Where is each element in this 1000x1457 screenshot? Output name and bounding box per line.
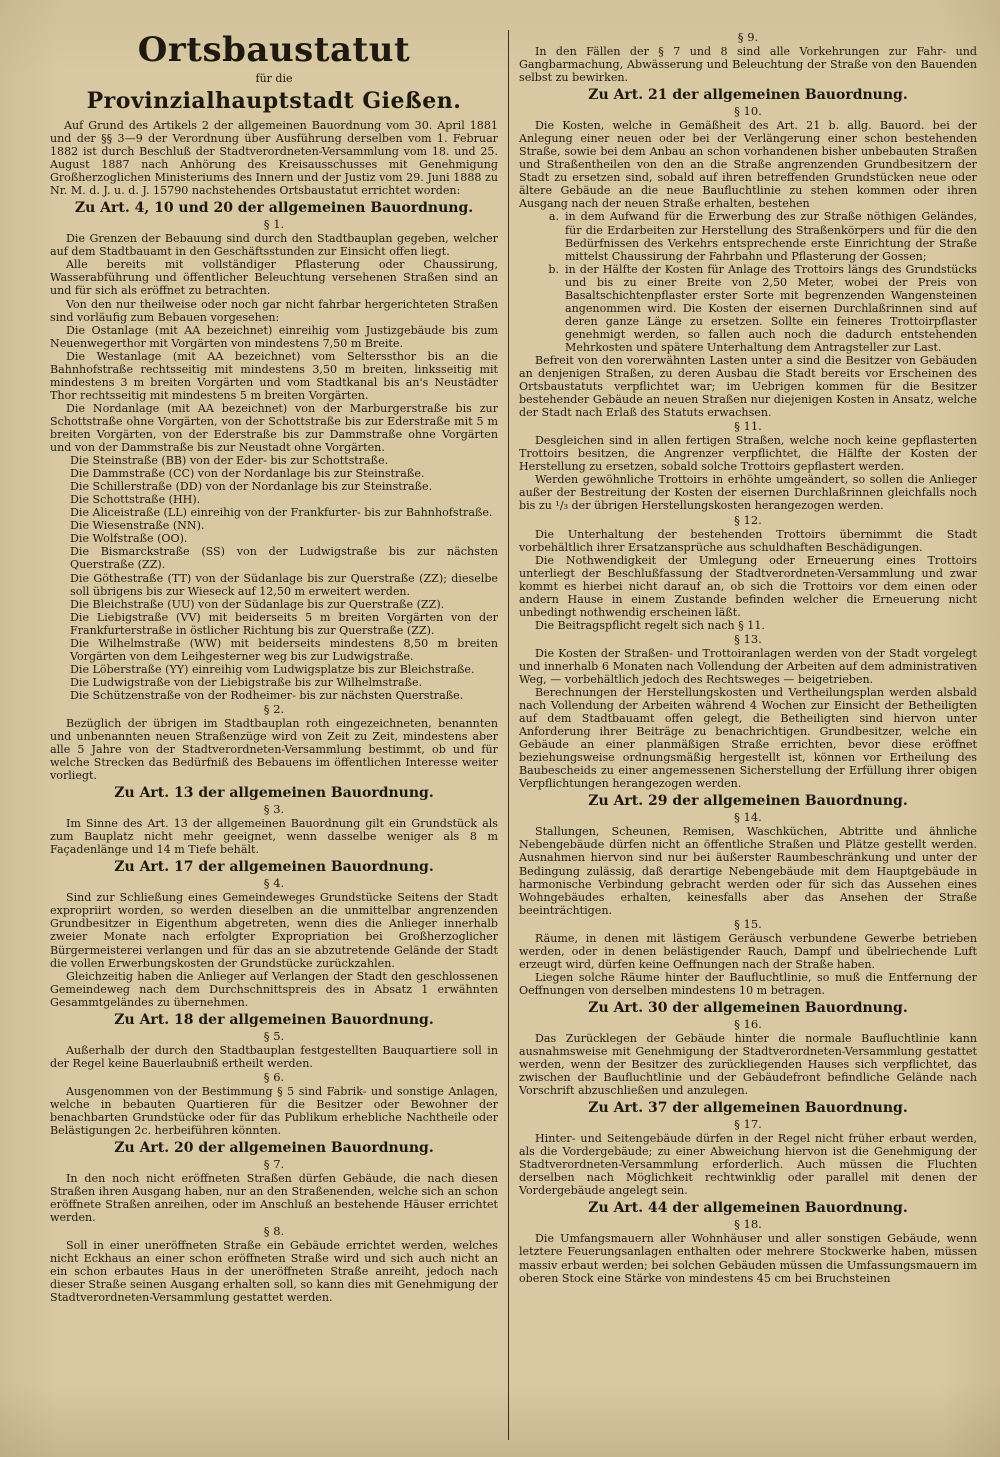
paragraph: Die Kosten, welche in Gemäßheit des Art. 21 b. allg. Bauord. bei der Anlegung einer neuen oder bei der Verlängerung einer schon bestehenden Straße, sowie bei dem Anbau an schon vorhandenen bisher unbebauten Straßen und Straßentheilen von den an die Straße angrenzenden Grundbesitzern der Stadt zu ersetzen sind, sobald auf ihren betreffenden Grundstücken neue oder ältere Gebäude an die neue Baufluchtlinie zu stehen kommen oder ihren Ausgang nach der neuen Straße erhalten, bestehen <box>519 119 977 211</box>
paragraph: Die Westanlage (mit AA bezeichnet) vom Selterssthor bis an die Bahnhofstraße rechtsseitig mit mindestens 3,50 m breiten, linksseitig mit mindestens 3 m breiten Vorgärten und vom Stadtkanal bis an's Neustädter Thor rechtsseitig mit mindestens 5 m breiten Vorgärten. <box>50 349 498 402</box>
street-entry: Die Bleichstraße (UU) von der Südanlage bis zur Querstraße (ZZ). <box>70 597 445 611</box>
paragraph: Befreit von den vorerwähnten Lasten unter a sind die Besitzer von Gebäuden an denjenigen Straßen, zu deren Ausbau die Stadt bereits vor Erscheinen des Ortsbaustatuts verpflichtet war; im Uebrigen kommen für die Besitzer bestehender Gebäude an neuen Straßen nur diejenigen Kosten in Ansatz, welche der Stadt nach Erlaß des Statuts erwachsen. <box>519 353 977 420</box>
paragraph: Werden gewöhnliche Trottoirs in erhöhte umgeändert, so sollen die Anlieger außer der Bestreitung der Kosten der eisernen Durchlaßrinnen gleichfalls noch bis zu ¹/₃ der übrigen Herstellungskosten herangezogen werden. <box>519 473 977 513</box>
section-3-label: § 3. <box>263 802 285 817</box>
paragraph: Die Umfangsmauern aller Wohnhäuser und aller sonstigen Gebäude, wenn letztere Feuerungsanlagen enthalten oder mehrere Stockwerke haben, müssen massiv erbaut werden; bei solchen Gebäuden müssen die Umfassungsmauern im oberen Stock eine Stärke von mindestens 45 cm bei Bruchsteinen <box>519 1232 977 1285</box>
paragraph: Die Grenzen der Bebauung sind durch den Stadtbauplan gegeben, welcher auf dem Stadtbauamt in den Geschäftsstunden zur Einsicht offen liegt. <box>50 232 498 259</box>
street-entry: Die Schillerstraße (DD) von der Nordanlage bis zur Steinstraße. <box>70 480 433 494</box>
heading-art-18: Zu Art. 18 der allgemeinen Bauordnung. <box>114 1011 434 1028</box>
document-title: Ortsbaustatut <box>137 30 411 70</box>
street-entry: Die Wolfstraße (OO). <box>70 532 188 546</box>
street-entry: Die Schottstraße (HH). <box>70 493 201 507</box>
paragraph: In den noch nicht eröffneten Straßen dürfen Gebäude, die nach diesen Straßen ihren Ausgang haben, nur an den Straßenenden, welche sich an schon eröffnete Straßen anreihen, oder im Anschluß an bestehende Häuser errichtet werden. <box>50 1172 498 1225</box>
section-16-label: § 16. <box>734 1016 762 1031</box>
list-item-a <box>519 210 977 262</box>
paragraph: Gleichzeitig haben die Anlieger auf Verlangen der Stadt den geschlossenen Gemeindeweg nach dem Durchschnittspreis des in Absatz 1 erwähnten Gesammtgeländes zu übernehmen. <box>50 969 498 1009</box>
paragraph: Von den nur theilweise oder noch gar nicht fahrbar hergerichteten Straßen sind vorläufig zum Bebauen vorgesehen: <box>50 297 498 324</box>
heading-art-4-10-20: Zu Art. 4, 10 und 20 der allgemeinen Bauordnung. <box>74 200 474 217</box>
paragraph: Desgleichen sind in allen fertigen Straßen, welche noch keine gepflasterten Trottoirs besitzen, die Angrenzer verpflichtet, die Hälfte der Kosten der Herstellung zu ersetzen, sobald solche Trottoirs gepflastert werden. <box>519 434 977 474</box>
street-entry: Die Bismarckstraße (SS) von der Ludwigstraße bis zur nächsten Querstraße (ZZ). <box>70 545 498 572</box>
paragraph: Sind zur Schließung eines Gemeindeweges Grundstücke Seitens der Stadt expropriirt worden, so werden dieselben an die unmittelbar angrenzenden Grundbesitzer in Eigenthum abgetreten, wenn dies die Anlieger innerhalb zweier Monate nach erfolgter Expropriation bei Großherzoglicher Bürgermeisterei verlangen und für das an sie abzutretende Gelände der Stadt die vollen Erwerbungskosten der Grundstücke zurückzahlen. <box>50 891 498 970</box>
street-entry: Die Steinstraße (BB) von der Eder- bis zur Schottstraße. <box>70 454 389 468</box>
paragraph: Im Sinne des Art. 13 der allgemeinen Bauordnung gilt ein Grundstück als zum Bauplatz nicht mehr geeignet, wenn dasselbe weniger als 8 m Façadenlänge und 14 m Tiefe behält. <box>50 817 498 857</box>
heading-art-13: Zu Art. 13 der allgemeinen Bauordnung. <box>114 785 434 802</box>
paragraph: Das Zurücklegen der Gebäude hinter die normale Baufluchtlinie kann ausnahmsweise mit Genehmigung der Stadtverordneten-Versammlung gestattet werden, wenn der Besitzer des zurückliegenden Hauses sich verpflichtet, das zwischen der Baufluchtlinie und der Gebäudefront befindliche Gelände nach Vorschrift abzuschließen und anzulegen. <box>519 1031 977 1098</box>
section-8-label: § 8. <box>263 1224 285 1239</box>
intro-paragraph: Auf Grund des Artikels 2 der allgemeinen Bauordnung vom 30. April 1881 und der §§ 3—9 der Verordnung über Ausführung derselben vom 1. Februar 1882 ist durch Beschluß der Stadtverordneten-Versammlung vom 18. und 25. August 1887 nach Anhörung des Kreisausschusses mit Genehmigung Großherzoglichen Ministeriums des Innern und der Justiz vom 29. Juni 1888 zu Nr. M. d. J. u. d. J. 15790 nachstehendes Ortsbaustatut errichtet worden: <box>50 119 498 198</box>
section-1-label: § 1. <box>263 217 285 232</box>
paragraph: Alle bereits mit vollständiger Pflasterung oder Chaussirung, Wasserabführung und öffentlicher Beleuchtung versehenen Straßen sind an und für sich als eröffnet zu betrachten. <box>50 258 498 298</box>
item-label: a. <box>548 210 559 224</box>
street-entry: Die Schützenstraße von der Rodheimer- bis zur nächsten Querstraße. <box>70 688 464 702</box>
item-text: in der Hälfte der Kosten für Anlage des Trottoirs längs des Grundstücks und bis zu einer Breite von 2,50 Meter, wobei der Preis von Basaltschichtenpflaster erster Sorte mit begrenzenden Wangensteinen angenommen wird. Die Kosten der eisernen Durchlaßrinnen sind auf deren ganze Länge zu ersetzen. Sollte ein feineres Trottoirpflaster genehmigt werden, so fallen auch noch die dadurch entstehenden Mehrkosten und spätere Unterhaltung dem Antragsteller zur Last. <box>565 262 977 354</box>
street-entry: Die Löberstraße (YY) einreihig vom Ludwigsplatze bis zur Bleichstraße. <box>70 662 475 676</box>
paragraph: Räume, in denen mit lästigem Geräusch verbundene Gewerbe betrieben werden, oder in denen belästigender Rauch, Dampf und übelriechende Luft erzeugt wird, dürfen keine Oeffnungen nach der Straße haben. <box>519 931 977 971</box>
heading-art-37: Zu Art. 37 der allgemeinen Bauordnung. <box>588 1100 908 1117</box>
paragraph: Ausgenommen von der Bestimmung § 5 sind Fabrik- und sonstige Anlagen, welche in bebauten Quartieren für die Besitzer oder Bewohner der benachbarten Grundstücke oder für das Publikum erhebliche Nachtheile oder Belästigungen 2c. herbeiführen könnten. <box>50 1084 498 1137</box>
paragraph: Außerhalb der durch den Stadtbauplan festgestellten Bauquartiere soll in der Regel keine Bauerlaubniß ertheilt werden. <box>50 1043 498 1070</box>
paragraph: Stallungen, Scheunen, Remisen, Waschküchen, Abtritte und ähnliche Nebengebäude dürfen nicht an öffentliche Straßen und Plätze gestellt werden. Ausnahmen hiervon sind nur bei äußerster Raumbeschränkung und unter der Bedingung zulässig, daß derartige Nebengebäude mit dem Hauptgebäude in harmonische Verbindung gebracht werden oder für sich das Aussehen eines Wohngebäudes erhalten, keinesfalls aber das Ansehen der Straße beeinträchtigen. <box>519 825 977 917</box>
heading-art-21: Zu Art. 21 der allgemeinen Bauordnung. <box>588 87 908 104</box>
street-entry: Die Ludwigstraße von der Liebigstraße bis zur Wilhelmstraße. <box>70 675 423 689</box>
paragraph: Bezüglich der übrigen im Stadtbauplan roth eingezeichneten, benannten und unbenannten neuen Straßenzüge wird von Zeit zu Zeit, mindestens aber alle 5 Jahre von der Stadtverordneten-Versammlung bestimmt, ob und für welche Strecken das Bedürfniß des Bebauens im öffentlichen Interesse weiter vorliegt. <box>50 716 498 783</box>
section-6-label: § 6. <box>263 1069 285 1084</box>
list-item-b <box>519 263 977 354</box>
paragraph: Die Kosten der Straßen- und Trottoiranlagen werden von der Stadt vorgelegt und innerhalb 6 Monaten nach Vollendung der Arbeiten auf dem administrativen Weg, — vorbehältlich jedoch des Rechtsweges — beigetrieben. <box>519 646 977 686</box>
section-2-label: § 2. <box>263 701 285 716</box>
item-text: in dem Aufwand für die Erwerbung des zur Straße nöthigen Geländes, für die Erdarbeiten zur Herstellung des Straßenkörpers und für die den Bedürfnissen des Verkehrs entsprechende erste Einrichtung der Straße mittelst Chaussirung der Fahrbahn und Pflasterung der Gossen; <box>565 210 977 263</box>
street-list <box>50 454 498 702</box>
street-entry: Die Göthestraße (TT) von der Südanlage bis zur Querstraße (ZZ); dieselbe soll übrigens bis zur Wieseck auf 12,50 m erweitert werden. <box>70 571 498 598</box>
paragraph: Die Nothwendigkeit der Umlegung oder Erneuerung eines Trottoirs unterliegt der Beschlußfassung der Stadtverordneten-Versammlung und zwar kommt es hierbei nicht darauf an, ob sich die Trottoirs vor dem einen oder andern Hause in einem Zustande befinden welcher die Erneuerung nicht unbedingt nothwendig erscheinen läßt. <box>519 553 977 619</box>
section-4-label: § 4. <box>263 876 285 891</box>
section-12-label: § 12. <box>734 512 762 527</box>
section-13-label: § 13. <box>734 631 762 646</box>
paragraph: Berechnungen der Herstellungskosten und Vertheilungsplan werden alsbald nach Vollendung der Arbeiten während 4 Wochen zur Einsicht der Betheiligten auf dem Stadtbauamt offen gelegt, die Betheiligten sind hiervon unter Anforderung ihrer Beiträge zu benachrichtigen. Grundbesitzer, welche ein Gebäude an einer planmäßigen Straße errichten, bevor diese eröffnet beziehungsweise ordnungsmäßig hergestellt ist, können vor Ertheilung des Baubescheids zu einer angemessenen Sicherstellung der Erfüllung ihrer obigen Verpflichtungen herangezogen werden. <box>519 686 977 791</box>
street-entry: Die Aliceistraße (LL) einreihig von der Frankfurter- bis zur Bahnhofstraße. <box>70 506 493 520</box>
paragraph: Die Ostanlage (mit AA bezeichnet) einreihig vom Justizgebäude bis zum Neuenwegerthor mit Vorgärten von mindestens 7,50 m Breite. <box>50 323 498 350</box>
right-column <box>519 30 977 1440</box>
paragraph: Liegen solche Räume hinter der Baufluchtlinie, so muß die Entfernung der Oeffnungen von derselben mindestens 10 m betragen. <box>519 970 977 997</box>
section-11-label: § 11. <box>734 419 762 434</box>
street-entry: Die Wilhelmstraße (WW) mit beiderseits mindestens 8,50 m breiten Vorgärten von dem Leihgesterner weg bis zur Ludwigstraße. <box>70 636 498 663</box>
section-9-label: § 9. <box>737 30 759 44</box>
section-18-label: § 18. <box>734 1217 762 1232</box>
street-entry: Die Wiesenstraße (NN). <box>70 519 205 533</box>
section-10-label: § 10. <box>734 104 762 119</box>
section-5-label: § 5. <box>263 1028 285 1043</box>
paragraph: Die Beitragspflicht regelt sich nach § 11. <box>535 618 765 632</box>
heading-art-20: Zu Art. 20 der allgemeinen Bauordnung. <box>114 1140 434 1157</box>
paragraph: Soll in einer uneröffneten Straße ein Gebäude errichtet werden, welches nicht Eckhaus an einer schon eröffneten Straße wird und sich auch nicht an ein schon erbautes Haus in der uneröffneten Straße anreiht, jedoch nach dieser Straße seinen Ausgang erhalten soll, so kann dies mit Genehmigung der Stadtverordneten-Versammlung gestattet werden. <box>50 1239 498 1305</box>
street-entry: Die Liebigstraße (VV) mit beiderseits 5 m breiten Vorgärten von der Frankfurterstraße in östlicher Richtung bis zur Querstraße (ZZ). <box>70 610 498 637</box>
paragraph: Die Unterhaltung der bestehenden Trottoirs übernimmt die Stadt vorbehältlich ihrer Ersatzansprüche aus schuldhaften Beschädigungen. <box>519 527 977 554</box>
column-divider <box>508 30 509 1440</box>
paragraph: In den Fällen der § 7 und 8 sind alle Vorkehrungen zur Fahr- und Gangbarmachung, Abwässerung und Beleuchtung der Straße von den Bauenden selbst zu bewirken. <box>519 45 977 85</box>
heading-art-44: Zu Art. 44 der allgemeinen Bauordnung. <box>588 1200 908 1217</box>
paragraph: Hinter- und Seitengebäude dürfen in der Regel nicht früher erbaut werden, als die Vordergebäude; zu einer Abweichung hiervon ist die Genehmigung der Stadtverordneten-Versammlung erforderlich. Auch müssen die Fluchten derselben nach Möglichkeit rechtwinklig oder parallel mit denen der Vordergebäude angelegt sein. <box>519 1132 977 1198</box>
heading-art-29: Zu Art. 29 der allgemeinen Bauordnung. <box>588 793 908 810</box>
section-15-label: § 15. <box>734 916 762 931</box>
left-column <box>50 30 508 1440</box>
heading-art-30: Zu Art. 30 der allgemeinen Bauordnung. <box>588 999 908 1016</box>
section-17-label: § 17. <box>734 1117 762 1132</box>
document-subtitle: für die <box>255 72 293 85</box>
street-entry: Die Dammstraße (CC) von der Nordanlage bis zur Steinstraße. <box>70 467 425 481</box>
heading-art-17: Zu Art. 17 der allgemeinen Bauordnung. <box>114 859 434 876</box>
section-14-label: § 14. <box>734 810 762 825</box>
section-7-label: § 7. <box>263 1157 285 1172</box>
city-title: Provinzialhauptstadt Gießen. <box>86 88 462 114</box>
item-label: b. <box>548 262 559 276</box>
paragraph: Die Nordanlage (mit AA bezeichnet) von der Marburgerstraße bis zur Schottstraße ohne Vorgärten, von der Schottstraße bis zur Ederstraße mit 5 m breiten Vorgärten, von der Ederstraße bis zur Dammstraße ohne Vorgärten und von der Dammstraße bis zur Neustadt ohne Vorgärten. <box>50 401 498 455</box>
